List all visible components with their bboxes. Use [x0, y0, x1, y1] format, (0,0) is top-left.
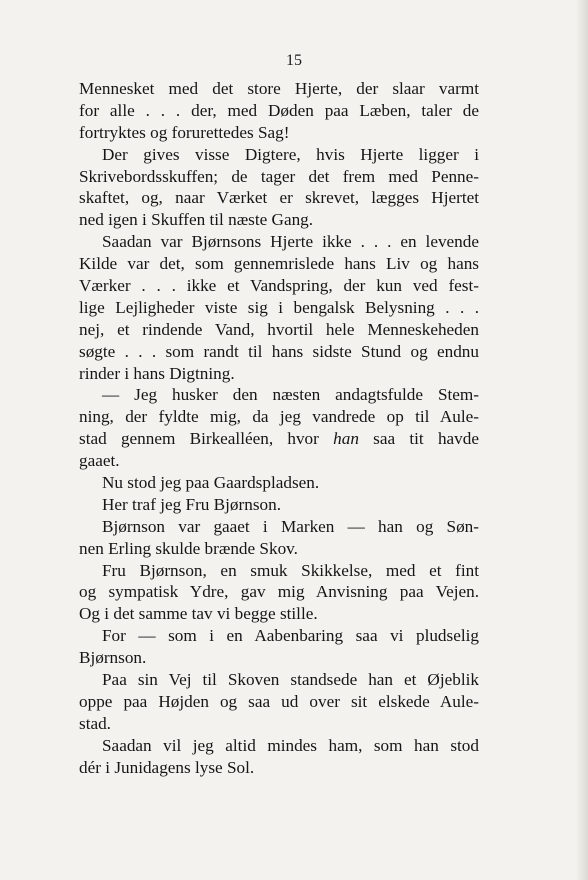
text-line: skaftet, og, naar Værket er skrevet, lægges Hjertet	[79, 188, 479, 208]
text-line: og sympatisk Ydre, gav mig Anvisning paa Vejen.	[79, 582, 479, 602]
text-line: For — som i en Aabenbaring saa vi pludselig	[102, 626, 479, 646]
text-line: Og i det samme tav vi begge stille.	[79, 604, 318, 624]
text-line: ning, der fyldte mig, da jeg vandrede op til Aule-	[79, 407, 479, 427]
text-line: gaaet.	[79, 451, 120, 471]
text-line: søgte . . . som randt til hans sidste Stund og endnu	[79, 341, 479, 361]
text-line: Saadan vil jeg altid mindes ham, som han stod	[102, 735, 479, 755]
text-line: Skrivebordsskuffen; de tager det frem med Penne-	[79, 166, 479, 186]
text-line: Her traf jeg Fru Bjørnson.	[102, 494, 282, 514]
text-line: Nu stod jeg paa Gaardspladsen.	[102, 473, 320, 493]
text-line: for alle . . . der, med Døden paa Læben, taler de	[79, 100, 479, 120]
text-line: Bjørnson.	[79, 648, 147, 668]
text-line: nej, et rindende Vand, hvortil hele Menneskeheden	[79, 319, 479, 339]
text-line: Mennesket med det store Hjerte, der slaar varmt	[79, 79, 479, 98]
text-line: ned igen i Skuffen til næste Gang.	[79, 210, 314, 230]
text-line: lige Lejligheder viste sig i bengalsk Belysning . . .	[79, 297, 479, 317]
text-line: stad gennem Birkealléen, hvor han saa tit havde	[79, 429, 479, 449]
text-line: fortryktes og forurettedes Sag!	[79, 122, 290, 142]
text-line: Der gives visse Digtere, hvis Hjerte ligger i	[102, 144, 479, 164]
text-line: nen Erling skulde brænde Skov.	[79, 538, 298, 558]
text-line: Saadan var Bjørnsons Hjerte ikke . . . en levende	[102, 232, 479, 252]
text-line: stad.	[79, 713, 111, 733]
text-line: dér i Junidagens lyse Sol.	[79, 757, 255, 777]
text-line: rinder i hans Digtning.	[79, 363, 235, 383]
text-line: Bjørnson var gaaet i Marken — han og Søn-	[102, 516, 479, 536]
text-line: — Jeg husker den næsten andagtsfulde Stem-	[102, 385, 479, 405]
text-line: Værker . . . ikke et Vandspring, der kun ved fest-	[79, 276, 479, 296]
page-edge-shadow	[576, 0, 588, 880]
page-number: 15	[286, 52, 302, 69]
text-line: Kilde var det, som gennemrislede hans Liv og hans	[79, 254, 479, 274]
emphasis: han	[333, 429, 359, 449]
text-line: Fru Bjørnson, en smuk Skikkelse, med et fint	[102, 560, 479, 580]
text-line: Paa sin Vej til Skoven standsede han et Øjeblik	[102, 670, 479, 690]
body-text	[79, 78, 479, 779]
text-line: oppe paa Højden og saa ud over sit elskede Aule-	[79, 691, 479, 711]
